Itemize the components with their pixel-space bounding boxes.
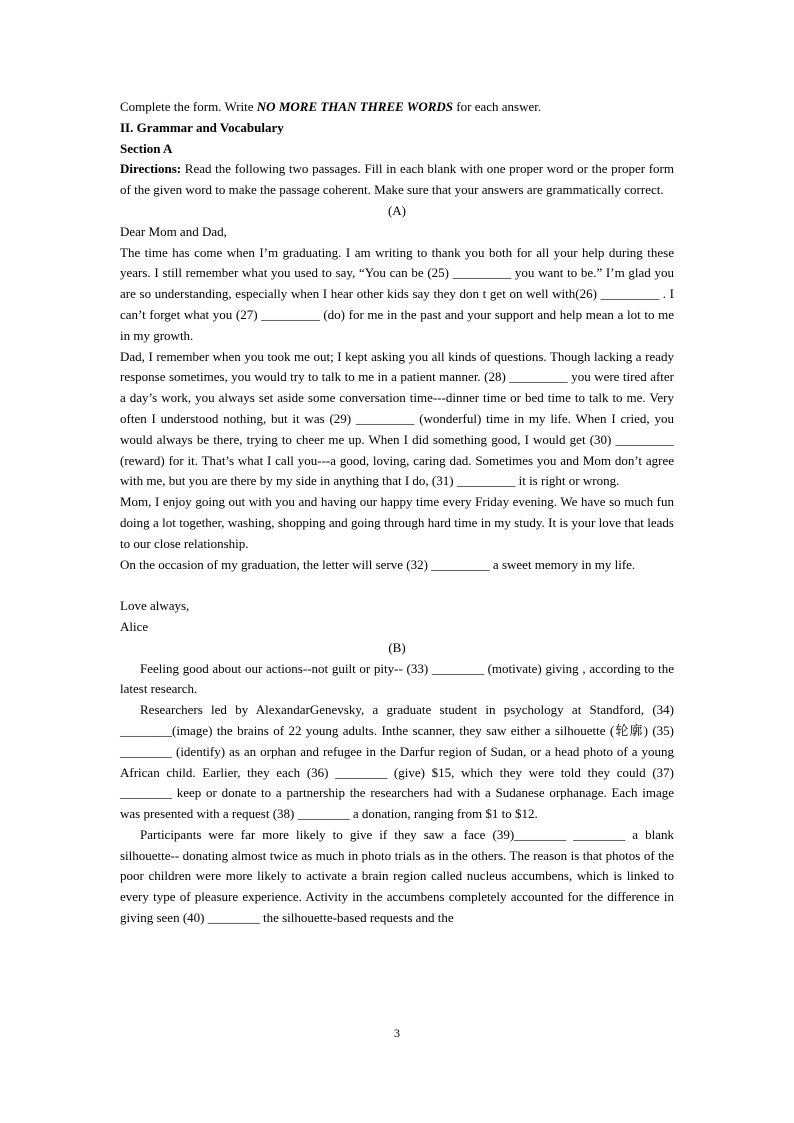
instruction-line <box>120 97 674 118</box>
letter-closing: Love always, <box>120 598 190 614</box>
passage-b-paragraph: Researchers led by AlexandarGenevsky, a graduate student in psychology at Standford, (34) ________(image) the brains of 22 young adults. Inthe scanner, they saw either a silhouette (轮廓) (35) ________ (identify) as an orphan and refugee in the Darfur region of Sudan, or a head photo of a young African child. Earlier, they each (36) ________ (give) $15, which they were told they could (37) ________ keep or donate to a partnership the researchers had with a Sudanese orphanage. Each image was presented with a request (38) ________ a donation, ranging from $1 to $12. <box>120 702 674 822</box>
instruction-prefix: Complete the form. Write <box>120 99 257 114</box>
passage-b-label: (B) <box>388 639 406 655</box>
document-page <box>120 97 674 929</box>
page-number: 3 <box>394 1026 400 1040</box>
instruction-emphasis: NO MORE THAN THREE WORDS <box>256 99 454 114</box>
passage-b-paragraph: Feeling good about our actions--not guilt or pity-- (33) ________ (motivate) giving , according to the latest research. <box>120 660 674 697</box>
letter-salutation: Dear Mom and Dad, <box>120 223 227 239</box>
spacer <box>120 575 674 596</box>
directions-text: Read the following two passages. Fill in each blank with one proper word or the proper form of the given word to make the passage coherent. Make sure that your answers are grammatically correct. <box>120 161 674 198</box>
letter-signature: Alice <box>120 618 149 634</box>
directions-paragraph <box>120 159 674 201</box>
passage-a-paragraph: Dad, I remember when you took me out; I kept asking you all kinds of questions. Though lacking a ready response sometimes, you would try to talk to me in a patient manner. (28) _________ you were tired after a day’s work, you always set aside some conversation time---dinner time or bed time to talk to me. Very often I understood nothing, but it was (29) _________ (wonderful) time in my life. When I cried, you would always be there, trying to cheer me up. When I did something good, I would get (30) _________ (reward) for it. That’s what I call you---a good, loving, caring dad. Sometimes you and Mom don’t agree with me, but you are there by my side in anything that I do, (31) _________ it is right or wrong. <box>120 348 674 489</box>
passage-a-paragraph: The time has come when I’m graduating. I am writing to thank you both for all your help during these years. I still remember what you used to say, “You can be (25) _________ you want to be.” I’m glad you are so understanding, especially when I hear other kids say they don t get on well with(26) _________ . I can’t forget what you (27) _________ (do) for me in the past and your support and help mean a lot to me in my growth. <box>120 244 674 343</box>
passage-a-paragraph: On the occasion of my graduation, the letter will serve (32) _________ a sweet memory in my life. <box>120 556 636 572</box>
passage-b-paragraph: Participants were far more likely to give if they saw a face (39)________ ________ a blank silhouette-- donating almost twice as much in photo trials as in the others. The reason is that photos of the poor children were more likely to activate a brain region called nucleus accumbens, which is linked to every type of pleasure experience. Activity in the accumbens completely accounted for the difference in giving seen (40) ________ the silhouette-based requests and the <box>120 826 674 926</box>
section-heading: II. Grammar and Vocabulary <box>120 119 284 135</box>
directions-label: Directions: <box>120 161 182 177</box>
passage-a-paragraph: Mom, I enjoy going out with you and having our happy time every Friday evening. We have so much fun doing a lot together, washing, shopping and going through hard time in my study. It is your love that leads to our close relationship. <box>120 494 674 551</box>
instruction-suffix: for each answer. <box>453 99 542 114</box>
passage-a-label: (A) <box>387 202 407 218</box>
subsection-heading: Section A <box>120 140 173 156</box>
